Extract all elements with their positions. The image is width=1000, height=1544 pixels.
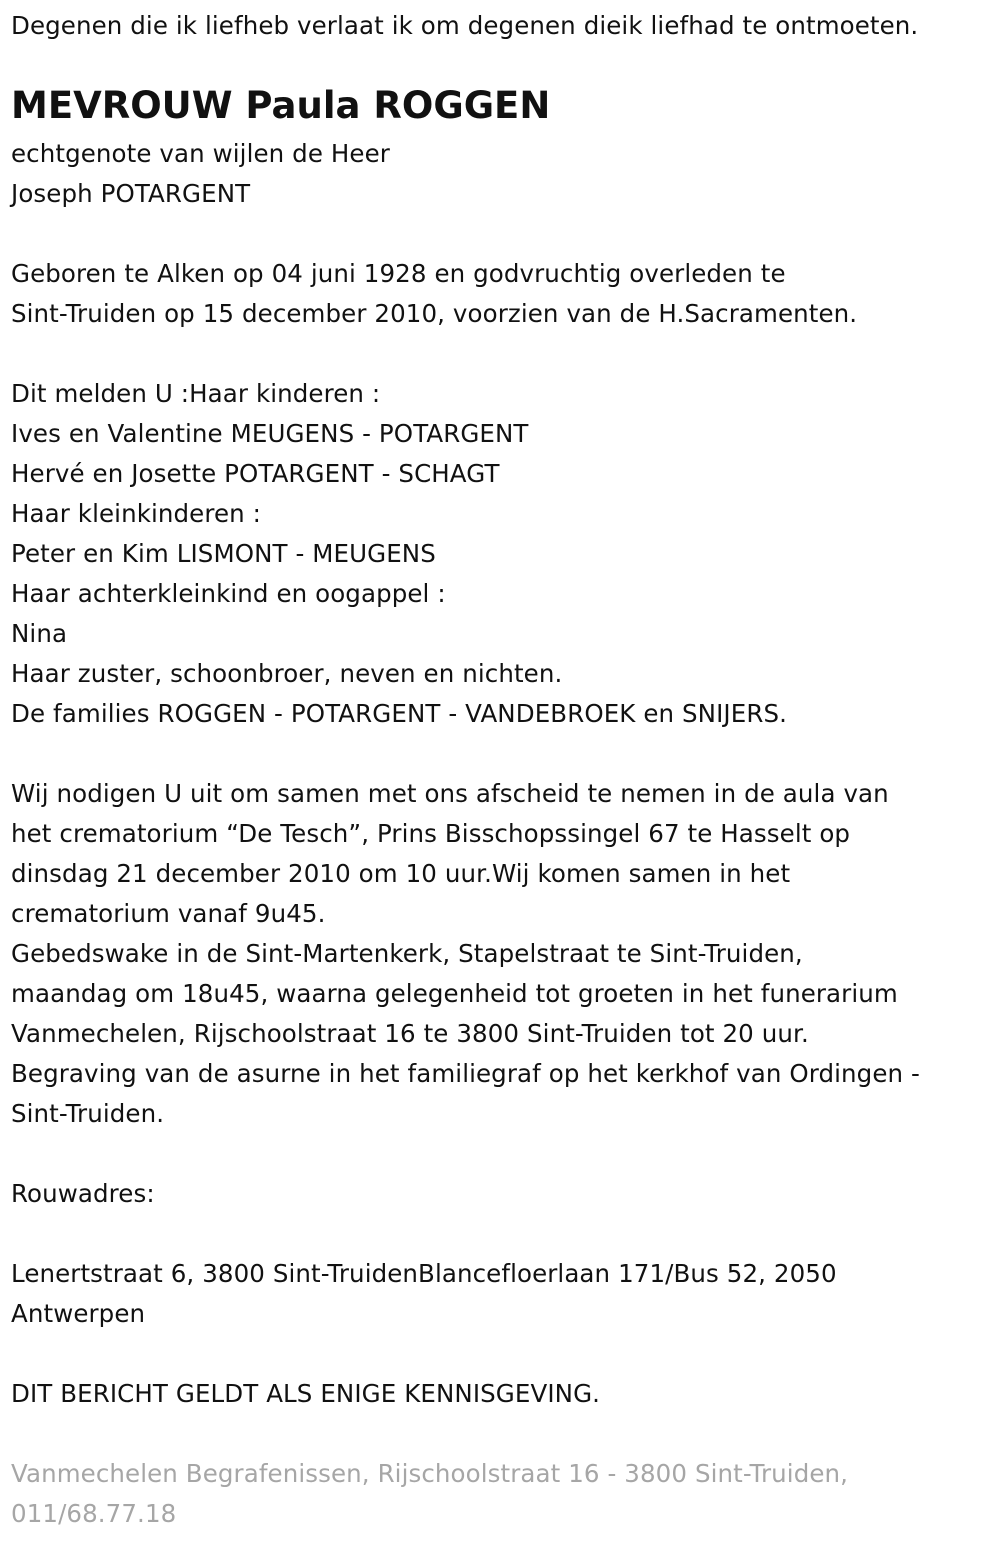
family-line: Hervé en Josette POTARGENT - SCHAGT <box>11 459 500 488</box>
spouse-line: echtgenote van wijlen de Heer <box>11 139 390 168</box>
mourning-address-line: Antwerpen <box>11 1299 146 1328</box>
notice-block <box>11 1374 600 1414</box>
deceased-name-heading: MEVROUW Paula ROGGEN <box>11 84 551 127</box>
ceremony-line: Wij nodigen U uit om samen met ons afscheid te nemen in de aula van <box>11 779 889 808</box>
ceremony-line: Sint-Truiden. <box>11 1099 165 1128</box>
ceremony-block <box>11 774 920 1134</box>
family-line: Haar zuster, schoonbroer, neven en nichten. <box>11 659 563 688</box>
ceremony-line: Begraving van de asurne in het familiegraf op het kerkhof van Ordingen - <box>11 1059 920 1088</box>
footer-line: 011/68.77.18 <box>11 1499 177 1528</box>
notice-text: DIT BERICHT GELDT ALS ENIGE KENNISGEVING. <box>11 1379 601 1408</box>
spouse-block <box>11 134 390 214</box>
family-line: Peter en Kim LISMONT - MEUGENS <box>11 539 436 568</box>
ceremony-line: maandag om 18u45, waarna gelegenheid tot groeten in het funerarium <box>11 979 898 1008</box>
mourning-address-label: Rouwadres: <box>11 1179 155 1208</box>
family-line: Nina <box>11 619 68 648</box>
ceremony-line: het crematorium “De Tesch”, Prins Bisschopssingel 67 te Hasselt op <box>11 819 851 848</box>
funeral-home-footer <box>11 1454 848 1534</box>
mourning-address-line: Lenertstraat 6, 3800 Sint-TruidenBlancefloerlaan 171/Bus 52, 2050 <box>11 1259 837 1288</box>
birth-death-line: Geboren te Alken op 04 juni 1928 en godvruchtig overleden te <box>11 259 786 288</box>
family-line: Dit melden U :Haar kinderen : <box>11 379 381 408</box>
ceremony-line: Gebedswake in de Sint-Martenkerk, Stapelstraat te Sint-Truiden, <box>11 939 803 968</box>
ceremony-line: crematorium vanaf 9u45. <box>11 899 326 928</box>
birth-death-line: Sint-Truiden op 15 december 2010, voorzien van de H.Sacramenten. <box>11 299 858 328</box>
birth-death-block <box>11 254 857 334</box>
family-line: Haar kleinkinderen : <box>11 499 262 528</box>
mourning-address-label-block <box>11 1174 155 1214</box>
ceremony-line: dinsdag 21 december 2010 om 10 uur.Wij komen samen in het <box>11 859 791 888</box>
family-block <box>11 374 787 734</box>
family-line: Haar achterkleinkind en oogappel : <box>11 579 446 608</box>
spouse-line: Joseph POTARGENT <box>11 179 251 208</box>
footer-line: Vanmechelen Begrafenissen, Rijschoolstraat 16 - 3800 Sint-Truiden, <box>11 1459 849 1488</box>
motto-text: Degenen die ik liefheb verlaat ik om degenen dieik liefhad te ontmoeten. <box>11 11 919 40</box>
mourning-address-block <box>11 1254 837 1334</box>
family-line: Ives en Valentine MEUGENS - POTARGENT <box>11 419 529 448</box>
family-line: De families ROGGEN - POTARGENT - VANDEBROEK en SNIJERS. <box>11 699 787 728</box>
ceremony-line: Vanmechelen, Rijschoolstraat 16 te 3800 Sint-Truiden tot 20 uur. <box>11 1019 809 1048</box>
